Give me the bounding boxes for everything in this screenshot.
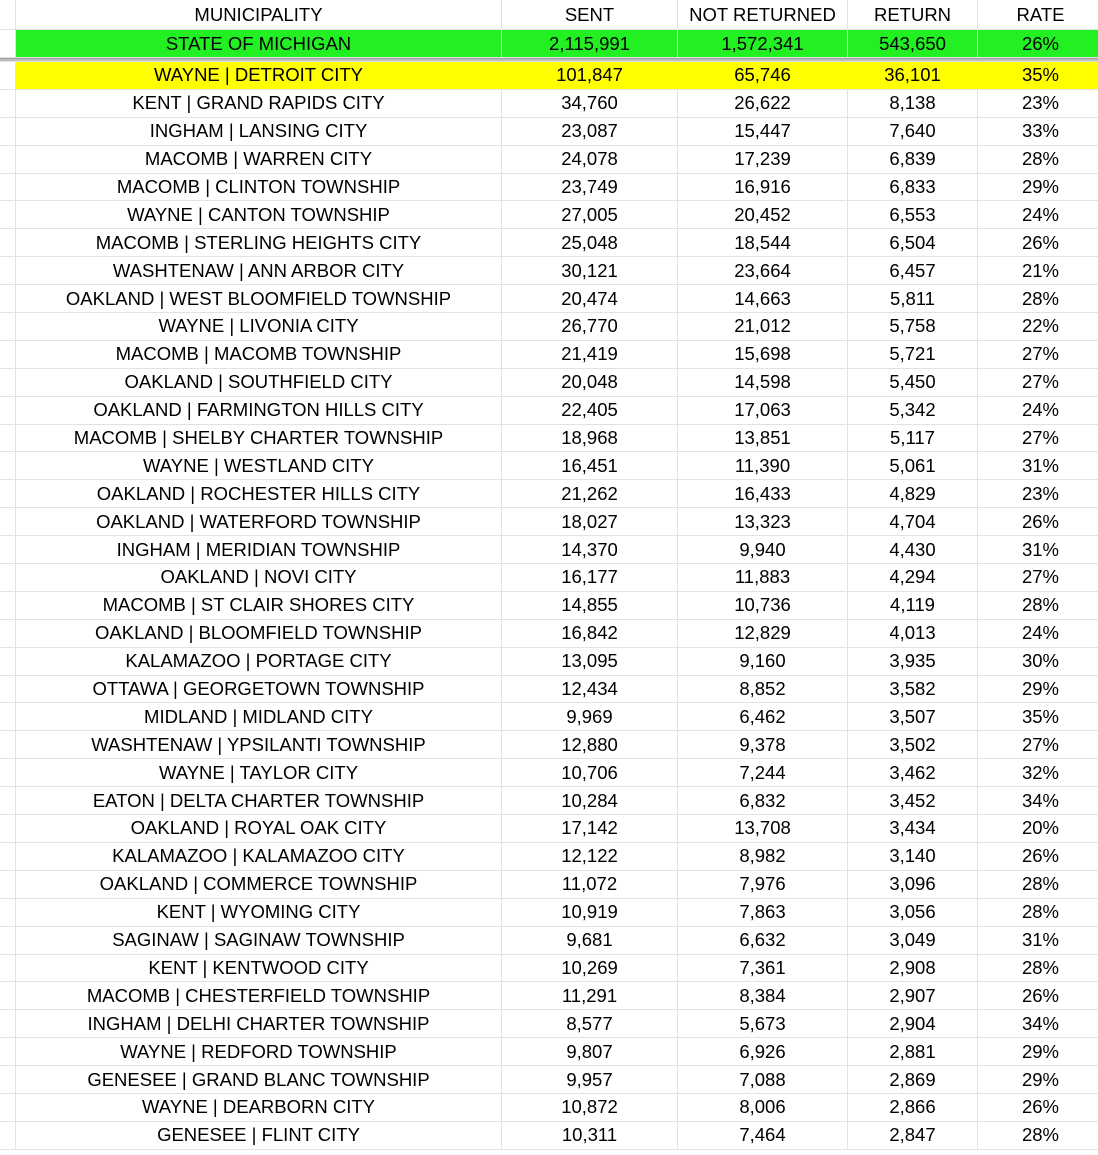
rate-cell[interactable]: 27% — [978, 731, 1098, 758]
table-row — [0, 759, 1098, 787]
not-returned-cell[interactable]: 8,384 — [678, 982, 848, 1009]
table-row — [0, 397, 1098, 425]
rate-cell[interactable]: 26% — [978, 229, 1098, 256]
municipality-cell[interactable]: MIDLAND | MIDLAND CITY — [16, 703, 502, 730]
table-row — [0, 676, 1098, 704]
sent-cell[interactable]: 23,749 — [502, 174, 678, 201]
sent-cell[interactable]: 20,474 — [502, 285, 678, 312]
row-gutter[interactable] — [0, 1122, 16, 1149]
rate-cell[interactable]: 27% — [978, 564, 1098, 591]
return-cell[interactable]: 4,294 — [848, 564, 978, 591]
return-cell[interactable]: 6,553 — [848, 201, 978, 228]
row-gutter[interactable] — [0, 397, 16, 424]
row-gutter[interactable] — [0, 759, 16, 786]
municipality-cell[interactable]: WASHTENAW | ANN ARBOR CITY — [16, 257, 502, 284]
sent-cell[interactable]: 12,434 — [502, 676, 678, 703]
rate-cell[interactable]: 26% — [978, 1094, 1098, 1121]
return-cell[interactable]: 2,869 — [848, 1066, 978, 1093]
row-gutter[interactable] — [0, 564, 16, 591]
return-cell[interactable]: 5,342 — [848, 397, 978, 424]
table-body — [0, 62, 1098, 1150]
sent-cell[interactable]: 25,048 — [502, 229, 678, 256]
municipality-cell[interactable]: WAYNE | DEARBORN CITY — [16, 1094, 502, 1121]
municipality-cell[interactable]: OAKLAND | BLOOMFIELD TOWNSHIP — [16, 620, 502, 647]
municipality-cell[interactable]: INGHAM | DELHI CHARTER TOWNSHIP — [16, 1010, 502, 1037]
not-returned-cell[interactable]: 15,447 — [678, 118, 848, 145]
rate-cell[interactable]: 28% — [978, 285, 1098, 312]
municipality-cell[interactable]: WAYNE | TAYLOR CITY — [16, 759, 502, 786]
table-row — [0, 564, 1098, 592]
rate-cell[interactable]: 27% — [978, 425, 1098, 452]
rate-cell[interactable]: 27% — [978, 341, 1098, 368]
row-gutter[interactable] — [0, 899, 16, 926]
municipality-cell[interactable]: GENESEE | GRAND BLANC TOWNSHIP — [16, 1066, 502, 1093]
table-row — [0, 843, 1098, 871]
not-returned-cell[interactable]: 5,673 — [678, 1010, 848, 1037]
return-cell[interactable]: 8,138 — [848, 90, 978, 117]
municipality-cell[interactable]: MACOMB | CHESTERFIELD TOWNSHIP — [16, 982, 502, 1009]
return-cell[interactable]: 5,117 — [848, 425, 978, 452]
sent-cell[interactable]: 24,078 — [502, 146, 678, 173]
row-gutter[interactable] — [0, 592, 16, 619]
table-row — [0, 369, 1098, 397]
sent-cell[interactable]: 14,855 — [502, 592, 678, 619]
rate-cell[interactable]: 28% — [978, 146, 1098, 173]
sent-cell[interactable]: 20,048 — [502, 369, 678, 396]
not-returned-cell[interactable]: 65,746 — [678, 62, 848, 89]
sent-cell[interactable]: 11,072 — [502, 871, 678, 898]
sent-cell[interactable]: 9,807 — [502, 1038, 678, 1065]
table-row — [0, 955, 1098, 983]
table-row — [0, 1122, 1098, 1150]
sent-cell[interactable]: 10,284 — [502, 787, 678, 814]
row-gutter[interactable] — [0, 1094, 16, 1121]
table-row — [0, 313, 1098, 341]
municipality-cell[interactable]: MACOMB | ST CLAIR SHORES CITY — [16, 592, 502, 619]
table-row — [0, 341, 1098, 369]
row-gutter[interactable] — [0, 229, 16, 256]
municipality-cell[interactable]: KALAMAZOO | PORTAGE CITY — [16, 648, 502, 675]
not-returned-cell[interactable]: 16,916 — [678, 174, 848, 201]
table-row — [0, 648, 1098, 676]
rate-cell[interactable]: 28% — [978, 955, 1098, 982]
row-gutter[interactable] — [0, 425, 16, 452]
sent-cell[interactable]: 16,451 — [502, 452, 678, 479]
row-gutter[interactable] — [0, 1010, 16, 1037]
rate-cell[interactable]: 31% — [978, 536, 1098, 563]
sent-cell[interactable]: 12,122 — [502, 843, 678, 870]
return-cell[interactable]: 4,430 — [848, 536, 978, 563]
rate-cell[interactable]: 28% — [978, 871, 1098, 898]
table-row — [0, 62, 1098, 90]
sent-cell[interactable]: 34,760 — [502, 90, 678, 117]
rate-cell[interactable]: 22% — [978, 313, 1098, 340]
municipality-cell[interactable]: MACOMB | WARREN CITY — [16, 146, 502, 173]
municipality-cell[interactable]: WAYNE | DETROIT CITY — [16, 62, 502, 89]
municipality-cell[interactable]: KENT | KENTWOOD CITY — [16, 955, 502, 982]
not-returned-cell[interactable]: 11,390 — [678, 452, 848, 479]
return-cell[interactable]: 5,450 — [848, 369, 978, 396]
not-returned-cell[interactable]: 26,622 — [678, 90, 848, 117]
table-row — [0, 425, 1098, 453]
return-cell[interactable]: 2,908 — [848, 955, 978, 982]
return-cell[interactable]: 4,013 — [848, 620, 978, 647]
sent-cell[interactable]: 16,177 — [502, 564, 678, 591]
rate-cell[interactable]: 29% — [978, 174, 1098, 201]
rate-cell[interactable]: 27% — [978, 369, 1098, 396]
municipality-cell[interactable]: OAKLAND | NOVI CITY — [16, 564, 502, 591]
sent-cell[interactable]: 21,419 — [502, 341, 678, 368]
header-rate[interactable]: RATE — [978, 0, 1098, 29]
row-gutter[interactable] — [0, 257, 16, 284]
municipality-cell[interactable]: INGHAM | LANSING CITY — [16, 118, 502, 145]
table-row — [0, 536, 1098, 564]
row-gutter[interactable] — [0, 955, 16, 982]
row-gutter[interactable] — [0, 285, 16, 312]
return-cell[interactable]: 6,457 — [848, 257, 978, 284]
rate-cell[interactable]: 28% — [978, 1122, 1098, 1149]
municipality-cell[interactable]: WAYNE | CANTON TOWNSHIP — [16, 201, 502, 228]
table-row — [0, 1038, 1098, 1066]
table-row — [0, 731, 1098, 759]
row-gutter[interactable] — [0, 313, 16, 340]
table-row — [0, 90, 1098, 118]
rate-cell[interactable]: 29% — [978, 676, 1098, 703]
row-gutter[interactable] — [0, 648, 16, 675]
table-row — [0, 620, 1098, 648]
rate-cell[interactable]: 29% — [978, 1038, 1098, 1065]
return-cell[interactable]: 3,056 — [848, 899, 978, 926]
not-returned-cell[interactable]: 7,863 — [678, 899, 848, 926]
not-returned-cell[interactable]: 9,378 — [678, 731, 848, 758]
rate-cell[interactable]: 26% — [978, 982, 1098, 1009]
not-returned-cell[interactable]: 7,976 — [678, 871, 848, 898]
not-returned-cell[interactable]: 6,462 — [678, 703, 848, 730]
sent-cell[interactable]: 14,370 — [502, 536, 678, 563]
rate-cell[interactable]: 32% — [978, 759, 1098, 786]
state-name-cell[interactable]: STATE OF MICHIGAN — [16, 30, 502, 57]
row-gutter[interactable] — [0, 452, 16, 479]
sent-cell[interactable]: 9,957 — [502, 1066, 678, 1093]
municipality-cell[interactable]: MACOMB | STERLING HEIGHTS CITY — [16, 229, 502, 256]
table-row — [0, 201, 1098, 229]
row-gutter[interactable] — [0, 341, 16, 368]
return-cell[interactable]: 7,640 — [848, 118, 978, 145]
return-cell[interactable]: 2,847 — [848, 1122, 978, 1149]
header-return[interactable]: RETURN — [848, 0, 978, 29]
return-cell[interactable]: 3,502 — [848, 731, 978, 758]
municipality-cell[interactable]: OTTAWA | GEORGETOWN TOWNSHIP — [16, 676, 502, 703]
sent-cell[interactable]: 9,681 — [502, 927, 678, 954]
return-cell[interactable]: 3,140 — [848, 843, 978, 870]
return-cell[interactable]: 4,119 — [848, 592, 978, 619]
not-returned-cell[interactable]: 13,708 — [678, 815, 848, 842]
table-row — [0, 174, 1098, 202]
row-gutter[interactable] — [0, 871, 16, 898]
not-returned-cell[interactable]: 10,736 — [678, 592, 848, 619]
not-returned-cell[interactable]: 17,063 — [678, 397, 848, 424]
table-row — [0, 229, 1098, 257]
rate-cell[interactable]: 30% — [978, 648, 1098, 675]
table-row — [0, 480, 1098, 508]
state-rate-cell[interactable]: 26% — [978, 30, 1098, 57]
municipality-cell[interactable]: WAYNE | REDFORD TOWNSHIP — [16, 1038, 502, 1065]
rate-cell[interactable]: 35% — [978, 62, 1098, 89]
row-gutter[interactable] — [0, 927, 16, 954]
sent-cell[interactable]: 27,005 — [502, 201, 678, 228]
sent-cell[interactable]: 10,872 — [502, 1094, 678, 1121]
header-row — [0, 0, 1098, 30]
rate-cell[interactable]: 20% — [978, 815, 1098, 842]
return-cell[interactable]: 36,101 — [848, 62, 978, 89]
municipality-cell[interactable]: OAKLAND | FARMINGTON HILLS CITY — [16, 397, 502, 424]
row-gutter[interactable] — [0, 703, 16, 730]
return-cell[interactable]: 6,504 — [848, 229, 978, 256]
municipality-cell[interactable]: MACOMB | MACOMB TOWNSHIP — [16, 341, 502, 368]
table-row — [0, 592, 1098, 620]
table-row — [0, 1094, 1098, 1122]
municipality-cell[interactable]: OAKLAND | WATERFORD TOWNSHIP — [16, 508, 502, 535]
rate-cell[interactable]: 33% — [978, 118, 1098, 145]
return-cell[interactable]: 3,096 — [848, 871, 978, 898]
sent-cell[interactable]: 22,405 — [502, 397, 678, 424]
table-row — [0, 285, 1098, 313]
sent-cell[interactable]: 23,087 — [502, 118, 678, 145]
row-gutter[interactable] — [0, 1038, 16, 1065]
table-row — [0, 452, 1098, 480]
table-row — [0, 1010, 1098, 1038]
row-gutter[interactable] — [0, 30, 16, 57]
return-cell[interactable]: 2,904 — [848, 1010, 978, 1037]
rate-cell[interactable]: 23% — [978, 480, 1098, 507]
municipality-cell[interactable]: WAYNE | LIVONIA CITY — [16, 313, 502, 340]
table-row — [0, 787, 1098, 815]
return-cell[interactable]: 5,758 — [848, 313, 978, 340]
row-gutter[interactable] — [0, 369, 16, 396]
rate-cell[interactable]: 34% — [978, 787, 1098, 814]
row-gutter[interactable] — [0, 536, 16, 563]
sent-cell[interactable]: 101,847 — [502, 62, 678, 89]
not-returned-cell[interactable]: 17,239 — [678, 146, 848, 173]
table-row — [0, 703, 1098, 731]
municipality-cell[interactable]: KALAMAZOO | KALAMAZOO CITY — [16, 843, 502, 870]
row-gutter[interactable] — [0, 731, 16, 758]
return-cell[interactable]: 3,507 — [848, 703, 978, 730]
header-sent[interactable]: SENT — [502, 0, 678, 29]
state-not-returned-cell[interactable]: 1,572,341 — [678, 30, 848, 57]
row-gutter[interactable] — [0, 62, 16, 89]
state-total-row — [0, 30, 1098, 58]
return-cell[interactable]: 5,061 — [848, 452, 978, 479]
municipality-cell[interactable]: GENESEE | FLINT CITY — [16, 1122, 502, 1149]
sent-cell[interactable]: 9,969 — [502, 703, 678, 730]
rate-cell[interactable]: 35% — [978, 703, 1098, 730]
not-returned-cell[interactable]: 9,160 — [678, 648, 848, 675]
not-returned-cell[interactable]: 14,663 — [678, 285, 848, 312]
rate-cell[interactable]: 28% — [978, 592, 1098, 619]
not-returned-cell[interactable]: 7,088 — [678, 1066, 848, 1093]
not-returned-cell[interactable]: 12,829 — [678, 620, 848, 647]
sent-cell[interactable]: 13,095 — [502, 648, 678, 675]
sent-cell[interactable]: 12,880 — [502, 731, 678, 758]
row-gutter[interactable] — [0, 90, 16, 117]
sent-cell[interactable]: 21,262 — [502, 480, 678, 507]
table-row — [0, 118, 1098, 146]
return-cell[interactable]: 3,462 — [848, 759, 978, 786]
municipality-cell[interactable]: OAKLAND | COMMERCE TOWNSHIP — [16, 871, 502, 898]
return-cell[interactable]: 3,049 — [848, 927, 978, 954]
row-gutter[interactable] — [0, 201, 16, 228]
not-returned-cell[interactable]: 20,452 — [678, 201, 848, 228]
sent-cell[interactable]: 10,706 — [502, 759, 678, 786]
row-gutter[interactable] — [0, 815, 16, 842]
return-cell[interactable]: 5,811 — [848, 285, 978, 312]
sent-cell[interactable]: 8,577 — [502, 1010, 678, 1037]
municipality-cell[interactable]: MACOMB | SHELBY CHARTER TOWNSHIP — [16, 425, 502, 452]
not-returned-cell[interactable]: 7,361 — [678, 955, 848, 982]
sent-cell[interactable]: 18,968 — [502, 425, 678, 452]
sent-cell[interactable]: 17,142 — [502, 815, 678, 842]
return-cell[interactable]: 2,907 — [848, 982, 978, 1009]
rate-cell[interactable]: 29% — [978, 1066, 1098, 1093]
return-cell[interactable]: 4,829 — [848, 480, 978, 507]
table-row — [0, 508, 1098, 536]
sent-cell[interactable]: 10,311 — [502, 1122, 678, 1149]
municipality-cell[interactable]: KENT | WYOMING CITY — [16, 899, 502, 926]
municipality-cell[interactable]: WAYNE | WESTLAND CITY — [16, 452, 502, 479]
return-cell[interactable]: 2,866 — [848, 1094, 978, 1121]
header-municipality[interactable]: MUNICIPALITY — [16, 0, 502, 29]
municipality-cell[interactable]: KENT | GRAND RAPIDS CITY — [16, 90, 502, 117]
table-row — [0, 257, 1098, 285]
not-returned-cell[interactable]: 11,883 — [678, 564, 848, 591]
return-cell[interactable]: 5,721 — [848, 341, 978, 368]
sent-cell[interactable]: 26,770 — [502, 313, 678, 340]
rate-cell[interactable]: 31% — [978, 452, 1098, 479]
row-gutter[interactable] — [0, 620, 16, 647]
rate-cell[interactable]: 26% — [978, 508, 1098, 535]
header-not-returned[interactable]: NOT RETURNED — [678, 0, 848, 29]
state-sent-cell[interactable]: 2,115,991 — [502, 30, 678, 57]
not-returned-cell[interactable]: 15,698 — [678, 341, 848, 368]
row-gutter[interactable] — [0, 118, 16, 145]
rate-cell[interactable]: 21% — [978, 257, 1098, 284]
table-row — [0, 927, 1098, 955]
not-returned-cell[interactable]: 13,851 — [678, 425, 848, 452]
not-returned-cell[interactable]: 6,832 — [678, 787, 848, 814]
rate-cell[interactable]: 24% — [978, 201, 1098, 228]
municipality-cell[interactable]: MACOMB | CLINTON TOWNSHIP — [16, 174, 502, 201]
not-returned-cell[interactable]: 23,664 — [678, 257, 848, 284]
return-cell[interactable]: 4,704 — [848, 508, 978, 535]
table-row — [0, 815, 1098, 843]
not-returned-cell[interactable]: 16,433 — [678, 480, 848, 507]
not-returned-cell[interactable]: 21,012 — [678, 313, 848, 340]
rate-cell[interactable]: 26% — [978, 843, 1098, 870]
not-returned-cell[interactable]: 6,632 — [678, 927, 848, 954]
municipality-cell[interactable]: OAKLAND | ROCHESTER HILLS CITY — [16, 480, 502, 507]
table-row — [0, 146, 1098, 174]
table-row — [0, 1066, 1098, 1094]
not-returned-cell[interactable]: 8,852 — [678, 676, 848, 703]
row-gutter[interactable] — [0, 843, 16, 870]
return-cell[interactable]: 3,582 — [848, 676, 978, 703]
not-returned-cell[interactable]: 8,982 — [678, 843, 848, 870]
return-cell[interactable]: 6,833 — [848, 174, 978, 201]
not-returned-cell[interactable]: 7,244 — [678, 759, 848, 786]
rate-cell[interactable]: 23% — [978, 90, 1098, 117]
table-row — [0, 982, 1098, 1010]
row-gutter[interactable] — [0, 982, 16, 1009]
not-returned-cell[interactable]: 14,598 — [678, 369, 848, 396]
sent-cell[interactable]: 10,919 — [502, 899, 678, 926]
row-gutter[interactable] — [0, 480, 16, 507]
table-row — [0, 899, 1098, 927]
municipality-cell[interactable]: WASHTENAW | YPSILANTI TOWNSHIP — [16, 731, 502, 758]
not-returned-cell[interactable]: 18,544 — [678, 229, 848, 256]
rate-cell[interactable]: 28% — [978, 899, 1098, 926]
rate-cell[interactable]: 24% — [978, 620, 1098, 647]
municipality-cell[interactable]: OAKLAND | ROYAL OAK CITY — [16, 815, 502, 842]
row-gutter[interactable] — [0, 1066, 16, 1093]
return-cell[interactable]: 3,434 — [848, 815, 978, 842]
rate-cell[interactable]: 24% — [978, 397, 1098, 424]
sent-cell[interactable]: 10,269 — [502, 955, 678, 982]
rate-cell[interactable]: 31% — [978, 927, 1098, 954]
return-cell[interactable]: 6,839 — [848, 146, 978, 173]
municipality-cell[interactable]: EATON | DELTA CHARTER TOWNSHIP — [16, 787, 502, 814]
return-cell[interactable]: 3,452 — [848, 787, 978, 814]
return-cell[interactable]: 3,935 — [848, 648, 978, 675]
sent-cell[interactable]: 30,121 — [502, 257, 678, 284]
not-returned-cell[interactable]: 9,940 — [678, 536, 848, 563]
sent-cell[interactable]: 16,842 — [502, 620, 678, 647]
sent-cell[interactable]: 18,027 — [502, 508, 678, 535]
row-gutter[interactable] — [0, 508, 16, 535]
row-gutter[interactable] — [0, 787, 16, 814]
not-returned-cell[interactable]: 8,006 — [678, 1094, 848, 1121]
not-returned-cell[interactable]: 6,926 — [678, 1038, 848, 1065]
not-returned-cell[interactable]: 7,464 — [678, 1122, 848, 1149]
rate-cell[interactable]: 34% — [978, 1010, 1098, 1037]
row-gutter[interactable] — [0, 146, 16, 173]
return-cell[interactable]: 2,881 — [848, 1038, 978, 1065]
table-row — [0, 871, 1098, 899]
sent-cell[interactable]: 11,291 — [502, 982, 678, 1009]
row-gutter[interactable] — [0, 0, 16, 29]
row-gutter[interactable] — [0, 676, 16, 703]
municipality-cell[interactable]: SAGINAW | SAGINAW TOWNSHIP — [16, 927, 502, 954]
not-returned-cell[interactable]: 13,323 — [678, 508, 848, 535]
state-return-cell[interactable]: 543,650 — [848, 30, 978, 57]
municipality-cell[interactable]: OAKLAND | SOUTHFIELD CITY — [16, 369, 502, 396]
municipality-cell[interactable]: OAKLAND | WEST BLOOMFIELD TOWNSHIP — [16, 285, 502, 312]
municipality-cell[interactable]: INGHAM | MERIDIAN TOWNSHIP — [16, 536, 502, 563]
row-gutter[interactable] — [0, 174, 16, 201]
